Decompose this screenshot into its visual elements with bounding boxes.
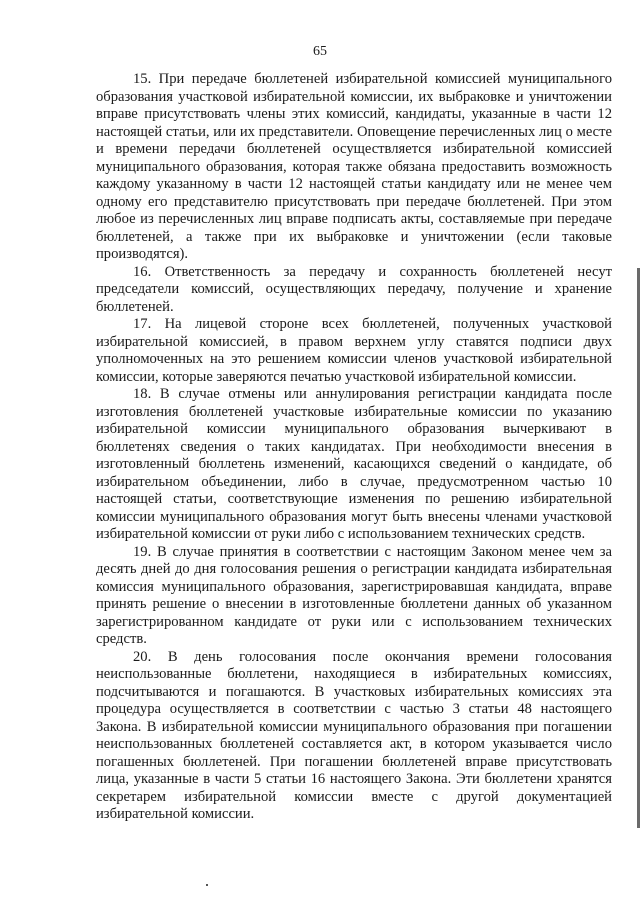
page-number: 65 [313,44,327,59]
paragraph-19: 19. В случае принятия в соответствии с настоящим Законом менее чем за десять дней до дня голосования решения о регистрации кандидата избирательная комиссия муниципального образования, зарегистрировавшая кандидата, вправе принять решение о внесении в изготовленные бюллетени данных об указанном зарегистрированном кандидате от руки или с использованием технических средств. [96,543,612,647]
paragraph-18: 18. В случае отмены или аннулирования регистрации кандидата после изготовления бюллетеней участковые избирательные комиссии по указанию избирательной комиссии муниципального образования вычеркивают в бюллетенях сведения о таких кандидатах. При необходимости внесения в изготовленный бюллетень изменений, касающихся сведений о кандидате, об избирательном объединении, либо в случае, предусмотренном частью 10 настоящей статьи, соответствующие изменения по решению избирательной комиссии муниципального образования могут быть внесены членами участковой избирательной комиссии от руки либо с использованием технических средств. [96,386,612,542]
scan-speck [206,884,208,886]
paragraph-20: 20. В день голосования после окончания времени голосования неиспользованные бюллетени, находящиеся в избирательных комиссиях, подсчитываются и погашаются. В участковых избирательных комиссиях эта процедура осуществляется в соответствии с частью 3 статьи 48 настоящего Закона. В избирательной комиссии муниципального образования при погашении неиспользованных бюллетеней составляется акт, в котором указывается число погашенных бюллетеней. При погашении бюллетеней вправе присутствовать лица, указанные в части 5 статьи 16 настоящего Закона. Эти бюллетени хранятся секретарем избирательной комиссии вместе с другой документацией избирательной комиссии. [96,648,612,822]
document-body [96,71,612,824]
paragraph-16: 16. Ответственность за передачу и сохранность бюллетеней несут председатели комиссий, осуществляющих передачу, получение и хранение бюллетеней. [96,263,612,315]
paragraph-15: 15. При передаче бюллетеней избирательной комиссией муниципального образования участковой избирательной комиссии, их выбраковке и уничтожении вправе присутствовать члены этих комиссий, кандидаты, указанные в части 12 настоящей статьи, или их представители. Оповещение перечисленных лиц о месте и времени передачи бюллетеней осуществляется избирательной комиссией муниципального образования, которая также обязана предоставить возможность каждому указанному в части 12 настоящей статьи кандидату или не менее чем одному его представителю присутствовать при передаче бюллетеней. При этом любое из перечисленных лиц вправе подписать акты, составляемые при передаче бюллетеней, а также при их выбраковке и уничтожении (если таковые производятся). [96,71,612,262]
paragraph-17: 17. На лицевой стороне всех бюллетеней, полученных участковой избирательной комиссией, в правом верхнем углу ставятся подписи двух уполномоченных на это решением комиссии членов участковой избирательной комиссии, которые заверяются печатью участковой избирательной комиссии. [96,316,612,385]
